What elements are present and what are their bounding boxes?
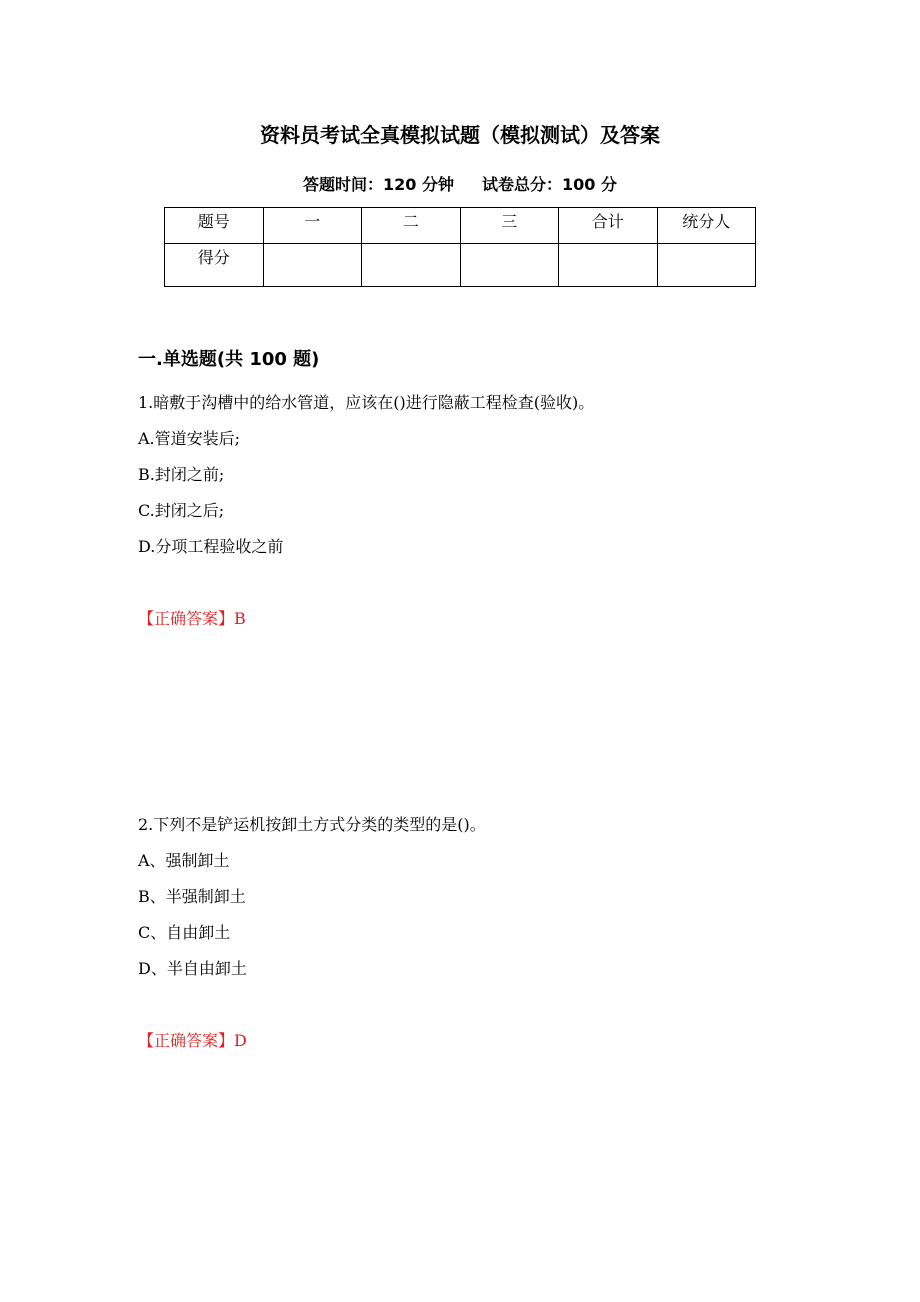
score-cell-part-1 bbox=[263, 244, 362, 287]
exam-meta bbox=[0, 172, 920, 198]
question-1-option-c: C.封闭之后; bbox=[138, 501, 225, 520]
exam-time: 答题时间：120 分钟 bbox=[303, 175, 454, 194]
question-1-answer: 【正确答案】B bbox=[138, 609, 246, 628]
header-cell-part-1: 一 bbox=[263, 208, 362, 244]
question-1-option-d: D.分项工程验收之前 bbox=[138, 537, 284, 556]
question-1-option-b: B.封闭之前; bbox=[138, 465, 225, 484]
page-title: 资料员考试全真模拟试题（模拟测试）及答案 bbox=[260, 123, 660, 147]
header-cell-total: 合计 bbox=[559, 208, 658, 244]
question-2-option-d: D、半自由卸土 bbox=[138, 959, 247, 978]
score-table-header-row bbox=[165, 208, 756, 244]
question-1-stem: 1.暗敷于沟槽中的给水管道，应该在()进行隐蔽工程检查(验收)。 bbox=[138, 393, 595, 412]
score-cell-part-2 bbox=[362, 244, 461, 287]
score-cell-scorer bbox=[657, 244, 756, 287]
header-cell-question-number: 题号 bbox=[165, 208, 264, 244]
score-table bbox=[164, 207, 756, 287]
exam-total-score: 试卷总分：100 分 bbox=[482, 175, 617, 194]
question-2-stem: 2.下列不是铲运机按卸土方式分类的类型的是()。 bbox=[138, 815, 486, 834]
score-cell-total bbox=[559, 244, 658, 287]
score-table-score-row bbox=[165, 244, 756, 287]
score-row-label: 得分 bbox=[165, 244, 264, 287]
question-2-answer: 【正确答案】D bbox=[138, 1031, 247, 1050]
question-2-option-c: C、自由卸土 bbox=[138, 923, 231, 942]
section-title: 一.单选题(共 100 题) bbox=[138, 349, 320, 370]
question-1-option-a: A.管道安装后; bbox=[138, 429, 241, 448]
header-cell-part-2: 二 bbox=[362, 208, 461, 244]
header-cell-scorer: 统分人 bbox=[657, 208, 756, 244]
question-2-option-a: A、强制卸土 bbox=[138, 851, 230, 870]
header-cell-part-3: 三 bbox=[460, 208, 559, 244]
question-2-option-b: B、半强制卸土 bbox=[138, 887, 246, 906]
score-cell-part-3 bbox=[460, 244, 559, 287]
